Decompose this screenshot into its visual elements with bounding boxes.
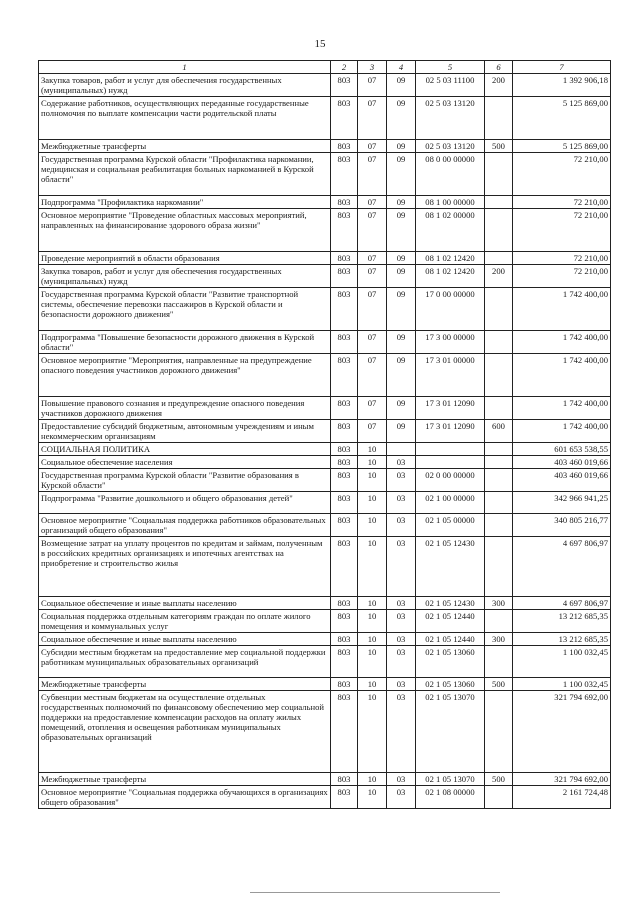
cell-vr — [485, 492, 513, 514]
table-row — [39, 209, 611, 252]
cell-name: Социальное обеспечение населения — [39, 456, 331, 469]
cell-sum: 72 210,00 — [513, 153, 611, 196]
cell-name: Социальная поддержка отдельным категориям граждан по оплате жилого помещения и коммунальных услуг — [39, 610, 331, 633]
cell-name: Межбюджетные трансферты — [39, 773, 331, 786]
cell-pr: 03 — [387, 633, 416, 646]
cell-sum: 1 742 400,00 — [513, 354, 611, 397]
cell-pr: 09 — [387, 196, 416, 209]
cell-pr: 09 — [387, 140, 416, 153]
cell-name: Социальное обеспечение и иные выплаты населению — [39, 633, 331, 646]
cell-sum: 72 210,00 — [513, 209, 611, 252]
cell-name: Социальное обеспечение и иные выплаты населению — [39, 597, 331, 610]
cell-csr — [416, 456, 485, 469]
cell-sum: 1 742 400,00 — [513, 397, 611, 420]
cell-rz: 10 — [358, 786, 387, 809]
cell-vr — [485, 153, 513, 196]
cell-gr: 803 — [331, 140, 358, 153]
cell-pr: 09 — [387, 265, 416, 288]
cell-vr — [485, 288, 513, 331]
cell-pr: 03 — [387, 469, 416, 492]
cell-rz: 10 — [358, 678, 387, 691]
cell-pr: 03 — [387, 646, 416, 678]
cell-sum: 1 392 906,18 — [513, 74, 611, 97]
cell-pr: 03 — [387, 678, 416, 691]
cell-rz: 07 — [358, 354, 387, 397]
cell-name: Основное мероприятие "Социальная поддержка работников образовательных организаций общего образования" — [39, 514, 331, 537]
cell-gr: 803 — [331, 74, 358, 97]
cell-vr — [485, 97, 513, 140]
table-row — [39, 786, 611, 809]
table-row — [39, 196, 611, 209]
cell-rz: 07 — [358, 196, 387, 209]
cell-gr: 803 — [331, 265, 358, 288]
cell-name: Государственная программа Курской области "Развитие образования в Курской области" — [39, 469, 331, 492]
cell-csr: 17 3 01 00000 — [416, 354, 485, 397]
cell-sum: 403 460 019,66 — [513, 456, 611, 469]
cell-pr: 03 — [387, 492, 416, 514]
cell-csr: 02 1 05 13070 — [416, 691, 485, 773]
cell-pr: 03 — [387, 514, 416, 537]
cell-sum: 13 212 685,35 — [513, 633, 611, 646]
cell-csr: 17 3 01 12090 — [416, 397, 485, 420]
cell-gr: 803 — [331, 97, 358, 140]
cell-vr — [485, 469, 513, 492]
cell-pr: 09 — [387, 420, 416, 443]
cell-sum: 72 210,00 — [513, 252, 611, 265]
cell-gr: 803 — [331, 331, 358, 354]
cell-gr: 803 — [331, 633, 358, 646]
cell-sum: 4 697 806,97 — [513, 597, 611, 610]
cell-rz: 10 — [358, 633, 387, 646]
cell-pr: 09 — [387, 153, 416, 196]
cell-sum: 321 794 692,00 — [513, 691, 611, 773]
cell-rz: 07 — [358, 140, 387, 153]
cell-rz: 10 — [358, 443, 387, 456]
cell-gr: 803 — [331, 354, 358, 397]
cell-name: Предоставление субсидий бюджетным, автономным учреждениям и иным некоммерческим организациям — [39, 420, 331, 443]
cell-gr: 803 — [331, 252, 358, 265]
cell-vr — [485, 196, 513, 209]
col-header-5: 5 — [416, 61, 485, 74]
cell-sum: 1 100 032,45 — [513, 678, 611, 691]
cell-sum: 340 805 216,77 — [513, 514, 611, 537]
cell-csr: 17 3 01 12090 — [416, 420, 485, 443]
cell-vr: 200 — [485, 74, 513, 97]
table-row — [39, 691, 611, 773]
cell-pr: 09 — [387, 252, 416, 265]
cell-pr: 09 — [387, 97, 416, 140]
cell-name: Подпрограмма "Повышение безопасности дорожного движения в Курской области" — [39, 331, 331, 354]
cell-vr: 500 — [485, 140, 513, 153]
cell-csr: 02 1 05 12440 — [416, 610, 485, 633]
cell-sum: 2 161 724,48 — [513, 786, 611, 809]
cell-gr: 803 — [331, 514, 358, 537]
table-row — [39, 153, 611, 196]
cell-rz: 10 — [358, 773, 387, 786]
cell-name: СОЦИАЛЬНАЯ ПОЛИТИКА — [39, 443, 331, 456]
page-number: 15 — [314, 38, 326, 50]
cell-name: Закупка товаров, работ и услуг для обеспечения государственных (муниципальных) нужд — [39, 265, 331, 288]
col-header-4: 4 — [387, 61, 416, 74]
cell-rz: 10 — [358, 691, 387, 773]
cell-pr: 03 — [387, 786, 416, 809]
cell-name: Субсидии местным бюджетам на предоставление мер социальной поддержки работникам муниципальных образовательных организаций — [39, 646, 331, 678]
cell-rz: 10 — [358, 456, 387, 469]
cell-gr: 803 — [331, 646, 358, 678]
cell-csr: 02 1 00 00000 — [416, 492, 485, 514]
cell-rz: 07 — [358, 331, 387, 354]
cell-csr: 08 1 02 00000 — [416, 209, 485, 252]
cell-name: Государственная программа Курской области "Развитие транспортной системы, обеспечение перевозки пассажиров в Курской области и безопасности дорожного движения" — [39, 288, 331, 331]
table-row — [39, 97, 611, 140]
cell-sum: 403 460 019,66 — [513, 469, 611, 492]
cell-vr — [485, 252, 513, 265]
cell-pr: 03 — [387, 456, 416, 469]
cell-gr: 803 — [331, 288, 358, 331]
cell-sum: 5 125 869,00 — [513, 97, 611, 140]
cell-pr: 09 — [387, 74, 416, 97]
table-row — [39, 331, 611, 354]
table-row — [39, 610, 611, 633]
cell-pr: 03 — [387, 691, 416, 773]
cell-pr: 09 — [387, 397, 416, 420]
cell-pr: 09 — [387, 354, 416, 397]
cell-pr: 09 — [387, 331, 416, 354]
cell-sum: 342 966 941,25 — [513, 492, 611, 514]
cell-rz: 07 — [358, 397, 387, 420]
cell-name: Подпрограмма "Профилактика наркомании" — [39, 196, 331, 209]
cell-rz: 10 — [358, 646, 387, 678]
cell-name: Закупка товаров, работ и услуг для обеспечения государственных (муниципальных) нужд — [39, 74, 331, 97]
cell-vr: 300 — [485, 597, 513, 610]
cell-csr: 02 1 08 00000 — [416, 786, 485, 809]
cell-pr: 09 — [387, 288, 416, 331]
cell-gr: 803 — [331, 443, 358, 456]
cell-sum: 321 794 692,00 — [513, 773, 611, 786]
col-header-7: 7 — [513, 61, 611, 74]
cell-gr: 803 — [331, 196, 358, 209]
table-row — [39, 514, 611, 537]
cell-csr: 02 5 03 13120 — [416, 140, 485, 153]
cell-csr: 02 1 05 13060 — [416, 646, 485, 678]
cell-gr: 803 — [331, 209, 358, 252]
cell-rz: 10 — [358, 492, 387, 514]
cell-csr: 08 0 00 00000 — [416, 153, 485, 196]
cell-vr: 500 — [485, 678, 513, 691]
cell-gr: 803 — [331, 597, 358, 610]
cell-csr: 08 1 02 12420 — [416, 265, 485, 288]
cell-csr: 17 0 00 00000 — [416, 288, 485, 331]
cell-name: Основное мероприятие "Проведение областных массовых мероприятий, направленных на финансирование здорового образа жизни" — [39, 209, 331, 252]
cell-name: Содержание работников, осуществляющих переданные государственные полномочия по выплате компенсации части родительской платы — [39, 97, 331, 140]
cell-vr: 500 — [485, 773, 513, 786]
cell-name: Проведение мероприятий в области образования — [39, 252, 331, 265]
cell-csr: 02 0 00 00000 — [416, 469, 485, 492]
cell-csr: 02 1 05 12440 — [416, 633, 485, 646]
cell-gr: 803 — [331, 773, 358, 786]
cell-pr: 03 — [387, 610, 416, 633]
cell-rz: 07 — [358, 252, 387, 265]
cell-name: Межбюджетные трансферты — [39, 140, 331, 153]
table-row — [39, 597, 611, 610]
cell-vr — [485, 209, 513, 252]
cell-vr — [485, 514, 513, 537]
cell-name: Возмещение затрат на уплату процентов по кредитам и займам, полученным в российских кредитных организациях и ипотечных агентствах на приобретение и строительство жилья — [39, 537, 331, 597]
cell-csr — [416, 443, 485, 456]
column-number-row — [39, 61, 611, 74]
cell-csr: 02 5 03 11100 — [416, 74, 485, 97]
cell-vr — [485, 443, 513, 456]
cell-sum: 72 210,00 — [513, 196, 611, 209]
cell-name: Государственная программа Курской области "Профилактика наркомании, медицинская и социальная реабилитация больных наркоманией в Курской области" — [39, 153, 331, 196]
cell-name: Основное мероприятие "Социальная поддержка обучающихся в организациях общего образования" — [39, 786, 331, 809]
cell-csr: 02 1 05 12430 — [416, 537, 485, 597]
cell-gr: 803 — [331, 610, 358, 633]
cell-rz: 07 — [358, 209, 387, 252]
table-row — [39, 633, 611, 646]
cell-rz: 10 — [358, 597, 387, 610]
col-header-6: 6 — [485, 61, 513, 74]
cell-vr — [485, 537, 513, 597]
cell-gr: 803 — [331, 153, 358, 196]
table-row — [39, 646, 611, 678]
cell-gr: 803 — [331, 678, 358, 691]
cell-gr: 803 — [331, 456, 358, 469]
cell-pr: 09 — [387, 209, 416, 252]
table-row — [39, 443, 611, 456]
table-row — [39, 288, 611, 331]
cell-csr: 02 1 05 13060 — [416, 678, 485, 691]
col-header-1: 1 — [39, 61, 331, 74]
cell-sum: 1 100 032,45 — [513, 646, 611, 678]
cell-vr — [485, 397, 513, 420]
cell-csr: 02 1 05 12430 — [416, 597, 485, 610]
cell-pr — [387, 443, 416, 456]
cell-vr — [485, 610, 513, 633]
table-row — [39, 469, 611, 492]
table-row — [39, 252, 611, 265]
cell-name: Повышение правового сознания и предупреждение опасного поведения участников дорожного движения — [39, 397, 331, 420]
cell-sum: 1 742 400,00 — [513, 288, 611, 331]
cell-csr: 02 1 05 00000 — [416, 514, 485, 537]
cell-csr: 08 1 00 00000 — [416, 196, 485, 209]
cell-name: Основное мероприятие "Мероприятия, направленные на предупреждение опасного поведения участников дорожного движения" — [39, 354, 331, 397]
table-row — [39, 537, 611, 597]
col-header-3: 3 — [358, 61, 387, 74]
cell-name: Субвенции местным бюджетам на осуществление отдельных государственных полномочий по финансовому обеспечению мер социальной поддержки на предоставление компенсации расходов на оплату жилых помещений, отопления и освещения работникам муниципальных образовательных организаций — [39, 691, 331, 773]
cell-rz: 10 — [358, 469, 387, 492]
col-header-2: 2 — [331, 61, 358, 74]
cell-rz: 07 — [358, 420, 387, 443]
table-row — [39, 456, 611, 469]
cell-csr: 02 1 05 13070 — [416, 773, 485, 786]
table-row — [39, 140, 611, 153]
cell-rz: 07 — [358, 265, 387, 288]
cell-name: Межбюджетные трансферты — [39, 678, 331, 691]
scan-artifact-line — [250, 892, 500, 893]
cell-name: Подпрограмма "Развитие дошкольного и общего образования детей" — [39, 492, 331, 514]
table-row — [39, 397, 611, 420]
cell-gr: 803 — [331, 691, 358, 773]
table-row — [39, 492, 611, 514]
cell-sum: 72 210,00 — [513, 265, 611, 288]
cell-rz: 07 — [358, 288, 387, 331]
cell-csr: 08 1 02 12420 — [416, 252, 485, 265]
cell-rz: 07 — [358, 97, 387, 140]
table-row — [39, 773, 611, 786]
cell-rz: 10 — [358, 537, 387, 597]
cell-sum: 13 212 685,35 — [513, 610, 611, 633]
cell-gr: 803 — [331, 397, 358, 420]
cell-vr — [485, 646, 513, 678]
cell-rz: 07 — [358, 153, 387, 196]
table-row — [39, 420, 611, 443]
cell-sum: 1 742 400,00 — [513, 331, 611, 354]
cell-sum: 5 125 869,00 — [513, 140, 611, 153]
budget-table — [38, 60, 611, 809]
cell-pr: 03 — [387, 773, 416, 786]
cell-sum: 4 697 806,97 — [513, 537, 611, 597]
cell-gr: 803 — [331, 786, 358, 809]
table-row — [39, 354, 611, 397]
table-row — [39, 74, 611, 97]
cell-vr: 200 — [485, 265, 513, 288]
cell-gr: 803 — [331, 469, 358, 492]
cell-vr — [485, 456, 513, 469]
cell-pr: 03 — [387, 597, 416, 610]
table-row — [39, 678, 611, 691]
cell-rz: 07 — [358, 74, 387, 97]
table-row — [39, 265, 611, 288]
cell-vr — [485, 691, 513, 773]
cell-rz: 10 — [358, 514, 387, 537]
cell-csr: 02 5 03 13120 — [416, 97, 485, 140]
cell-pr: 03 — [387, 537, 416, 597]
cell-sum: 601 653 538,55 — [513, 443, 611, 456]
cell-sum: 1 742 400,00 — [513, 420, 611, 443]
cell-vr: 600 — [485, 420, 513, 443]
cell-vr — [485, 786, 513, 809]
cell-vr: 300 — [485, 633, 513, 646]
cell-vr — [485, 354, 513, 397]
cell-csr: 17 3 00 00000 — [416, 331, 485, 354]
cell-vr — [485, 331, 513, 354]
cell-gr: 803 — [331, 537, 358, 597]
cell-gr: 803 — [331, 420, 358, 443]
cell-rz: 10 — [358, 610, 387, 633]
cell-gr: 803 — [331, 492, 358, 514]
